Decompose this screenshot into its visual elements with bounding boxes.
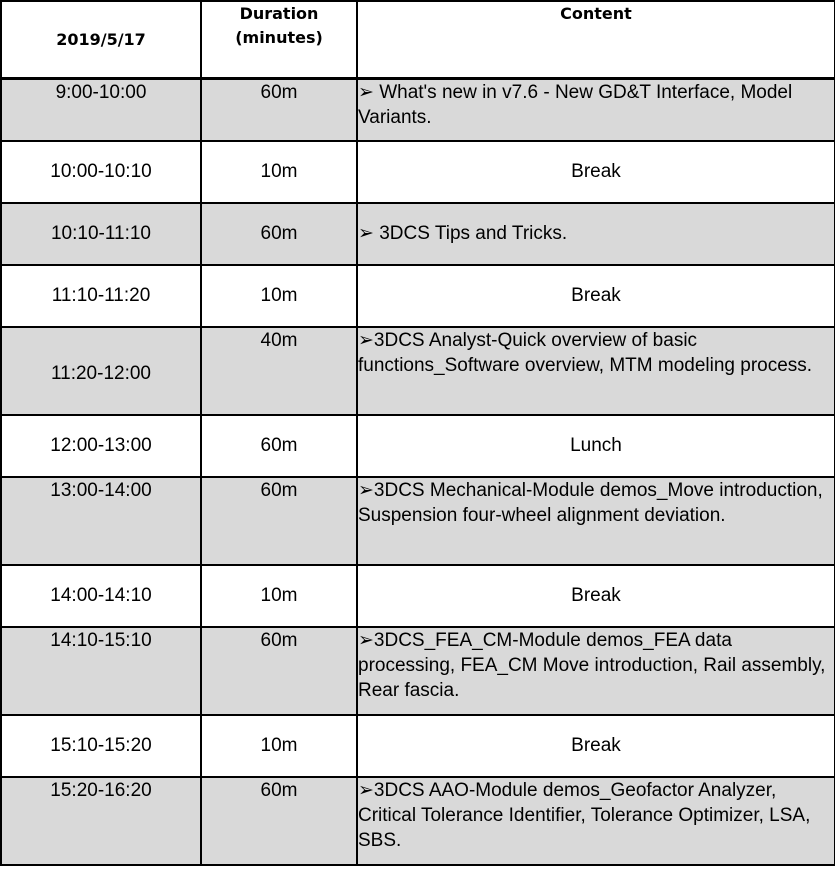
content-cell: Lunch	[357, 415, 835, 477]
content-cell: ➢3DCS Analyst-Quick overview of basic functions_Software overview, MTM modeling process.	[357, 327, 835, 415]
header-content: Content	[357, 1, 835, 79]
table-row	[1, 141, 835, 203]
time-cell: 11:10-11:20	[1, 265, 201, 327]
duration-cell: 60m	[201, 777, 357, 865]
header-duration-line1: Duration	[239, 4, 319, 23]
content-cell: Break	[357, 715, 835, 777]
time-cell: 14:10-15:10	[1, 627, 201, 715]
time-cell: 15:10-15:20	[1, 715, 201, 777]
table-row	[1, 627, 835, 715]
content-cell: ➢ 3DCS Tips and Tricks.	[357, 203, 835, 265]
table-row	[1, 265, 835, 327]
time-cell: 12:00-13:00	[1, 415, 201, 477]
content-cell: ➢3DCS_FEA_CM-Module demos_FEA data processing, FEA_CM Move introduction, Rail assembly, Rear fascia.	[357, 627, 835, 715]
content-cell: Break	[357, 565, 835, 627]
duration-cell: 10m	[201, 565, 357, 627]
header-duration	[201, 1, 357, 79]
duration-cell: 60m	[201, 627, 357, 715]
duration-cell: 60m	[201, 477, 357, 565]
content-cell: ➢ What's new in v7.6 - New GD&T Interface, Model Variants.	[357, 79, 835, 141]
time-cell: 14:00-14:10	[1, 565, 201, 627]
time-cell: 9:00-10:00	[1, 79, 201, 141]
time-cell: 15:20-16:20	[1, 777, 201, 865]
content-cell: ➢3DCS Mechanical-Module demos_Move introduction, Suspension four-wheel alignment deviation.	[357, 477, 835, 565]
duration-cell: 60m	[201, 415, 357, 477]
time-cell: 13:00-14:00	[1, 477, 201, 565]
table-row	[1, 415, 835, 477]
table-row	[1, 715, 835, 777]
duration-cell: 10m	[201, 265, 357, 327]
table-row	[1, 477, 835, 565]
content-cell: Break	[357, 265, 835, 327]
content-cell: ➢3DCS AAO-Module demos_Geofactor Analyzer, Critical Tolerance Identifier, Tolerance Optimizer, LSA, SBS.	[357, 777, 835, 865]
duration-cell: 10m	[201, 715, 357, 777]
header-duration-line2: (minutes)	[235, 28, 323, 47]
content-cell: Break	[357, 141, 835, 203]
duration-cell: 60m	[201, 79, 357, 141]
table-row	[1, 203, 835, 265]
table-row	[1, 777, 835, 865]
time-cell: 10:10-11:10	[1, 203, 201, 265]
duration-cell: 60m	[201, 203, 357, 265]
duration-cell: 40m	[201, 327, 357, 415]
table-row	[1, 565, 835, 627]
time-cell: 11:20-12:00	[1, 327, 201, 415]
duration-cell: 10m	[201, 141, 357, 203]
header-date: 2019/5/17	[1, 1, 201, 79]
table-row	[1, 327, 835, 415]
table-row	[1, 79, 835, 141]
time-cell: 10:00-10:10	[1, 141, 201, 203]
header-row	[1, 1, 835, 79]
